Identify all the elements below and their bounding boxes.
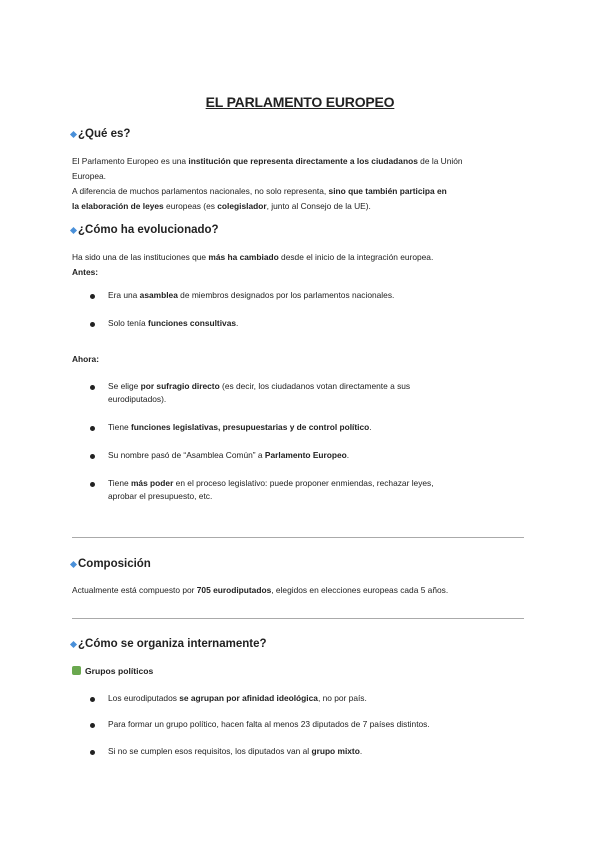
heading-text: Composición — [78, 558, 151, 570]
divider — [72, 537, 524, 538]
heading-text: ¿Qué es? — [78, 128, 131, 140]
diamond-bullet-icon — [70, 641, 77, 648]
bullet-icon — [90, 426, 95, 431]
bullet-icon — [90, 454, 95, 459]
list-item: Para formar un grupo político, hacen falta al menos 23 diputados de 7 países distintos. — [108, 719, 430, 729]
list-item: Se elige por sufragio directo (es decir, los ciudadanos votan directamente a sus eurodiputados). — [108, 381, 411, 404]
composicion-paragraph: Actualmente está compuesto por 705 eurodiputados, elegidos en elecciones europeas cada 5 años. — [72, 585, 449, 595]
bullet-icon — [90, 482, 95, 487]
divider — [72, 618, 524, 619]
bullet-icon — [90, 697, 95, 702]
bullet-icon — [90, 294, 95, 299]
heading-text: ¿Cómo se organiza internamente? — [78, 638, 267, 650]
puzzle-icon — [72, 666, 81, 675]
heading-evolucion — [78, 224, 219, 236]
page-title: EL PARLAMENTO EUROPEO — [205, 94, 395, 110]
ahora-label: Ahora: — [72, 354, 99, 364]
list-item: Tiene funciones legislativas, presupuestarias y de control político. — [108, 422, 372, 432]
diamond-bullet-icon — [70, 561, 77, 568]
que-es-paragraph: El Parlamento Europeo es una institución que representa directamente a los ciudadanos de la Unión Europea. A diferencia de muchos parlamentos nacionales, no solo representa, sino que también participa en la elaboración de leyes europeas (es colegislador, junto al Consejo de la UE). — [72, 156, 463, 211]
list-item: Su nombre pasó de “Asamblea Común” a Parlamento Europeo. — [108, 450, 350, 460]
list-item: Tiene más poder en el proceso legislativo: puede proponer enmiendas, rechazar leyes, aprobar el presupuesto, etc. — [108, 478, 434, 501]
heading-organiza — [78, 638, 267, 650]
bullet-icon — [90, 385, 95, 390]
bullet-icon — [90, 723, 95, 728]
heading-que-es — [78, 128, 130, 140]
diamond-bullet-icon — [70, 131, 77, 138]
list-item: Era una asamblea de miembros designados por los parlamentos nacionales. — [108, 290, 395, 300]
diamond-bullet-icon — [70, 227, 77, 234]
evolucion-paragraph: Ha sido una de las instituciones que más ha cambiado desde el inicio de la integración europea. Antes: — [72, 252, 434, 277]
heading-text: ¿Cómo ha evolucionado? — [78, 224, 219, 236]
list-item: Los eurodiputados se agrupan por afinidad ideológica, no por país. — [108, 693, 367, 703]
bullet-icon — [90, 750, 95, 755]
list-item: Solo tenía funciones consultivas. — [108, 318, 239, 328]
heading-composicion — [78, 558, 151, 570]
subheading-grupos: Grupos políticos — [72, 666, 153, 676]
bullet-icon — [90, 322, 95, 327]
list-item: Si no se cumplen esos requisitos, los diputados van al grupo mixto. — [108, 746, 363, 756]
